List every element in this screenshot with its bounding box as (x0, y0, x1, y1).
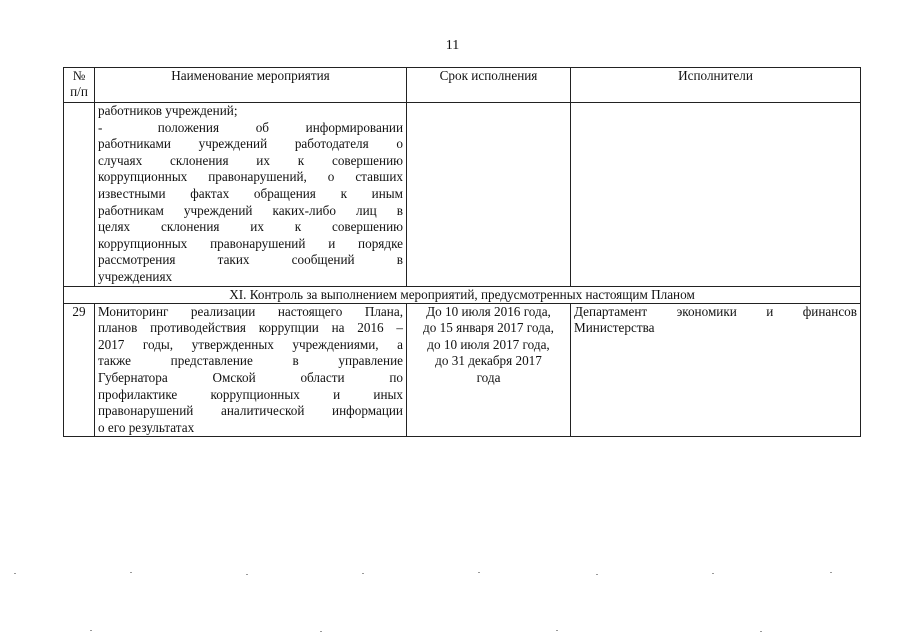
scan-speck (320, 631, 322, 632)
row-29-name-line-1: Мониторинг реализации настоящего Плана, (98, 303, 403, 319)
scan-speck (14, 573, 16, 574)
continued-line-6: известными фактах обращения к иным (98, 185, 403, 201)
section-title: XI. Контроль за выполнением мероприятий, предусмотренных настоящим Планом (64, 286, 861, 303)
header-num: № п/п (64, 68, 95, 103)
continued-name-cell (95, 103, 407, 287)
scan-speck (830, 572, 832, 573)
row-29-name-line-8: о его результатах (98, 419, 195, 435)
continued-line-8: целях склонения их к совершению (98, 219, 403, 235)
page-number: 11 (445, 38, 460, 53)
continued-line-2-text: - положения об информировании (98, 119, 403, 135)
scan-speck (130, 572, 132, 573)
plan-table (63, 67, 861, 437)
scan-speck (712, 573, 714, 574)
row-29-executor-line-1: Департамент экономики и финансов (574, 303, 857, 319)
continued-executors-cell (571, 103, 861, 287)
header-executors: Исполнители (571, 68, 861, 103)
table-row-29 (64, 303, 861, 437)
row-29-name-line-3: 2017 годы, утвержденных учреждениями, а (98, 336, 403, 352)
continued-term-cell (407, 103, 571, 287)
continued-line-11: учреждениях (98, 268, 173, 284)
scan-speck (760, 631, 762, 632)
scan-speck (246, 574, 248, 575)
row-29-name-cell (95, 303, 407, 437)
row-29-term-cell (407, 303, 571, 437)
section-row (64, 286, 861, 303)
continued-line-4: случаях склонения их к совершению (98, 152, 403, 168)
continued-line-5: коррупционных правонарушений, о ставших (98, 169, 403, 185)
scan-speck (596, 574, 598, 575)
header-term: Срок исполнения (407, 68, 571, 103)
row-29-name-line-4: также представление в управление (98, 353, 403, 369)
table-row-continued (64, 103, 861, 287)
row-29-term-line-5: года (476, 369, 501, 385)
continued-line-3: работниками учреждений работодателя о (98, 136, 403, 152)
scan-speck (556, 630, 558, 631)
row-29-executor-line-2: Министерства (574, 320, 655, 336)
row-29-num: 29 (64, 303, 95, 437)
scan-speck (362, 573, 364, 574)
continued-num-cell (64, 103, 95, 287)
row-29-name-line-6: профилактике коррупционных и иных (98, 386, 403, 402)
continued-line-2 (98, 120, 403, 137)
row-29-term-line-1: До 10 июля 2016 года, (426, 303, 551, 319)
row-29-term-line-2: до 15 января 2017 года, (423, 320, 554, 336)
row-29-executors-cell (571, 303, 861, 437)
row-29-term-line-3: до 10 июля 2017 года, (427, 336, 550, 352)
scan-speck (90, 630, 92, 631)
continued-line-1: работников учреждений; (98, 103, 238, 118)
row-29-term-line-4: до 31 декабря 2017 (435, 353, 542, 369)
continued-line-10: рассмотрения таких сообщений в (98, 252, 403, 268)
header-name: Наименование мероприятия (95, 68, 407, 103)
table-header-row (64, 68, 861, 103)
row-29-name-line-7: правонарушений аналитической информации (98, 403, 403, 419)
scan-speck (478, 572, 480, 573)
continued-line-9: коррупционных правонарушений и порядке (98, 235, 403, 251)
continued-line-7: работникам учреждений каких-либо лиц в (98, 202, 403, 218)
row-29-name-line-5: Губернатора Омской области по (98, 369, 403, 385)
row-29-name-line-2: планов противодействия коррупции на 2016 – (98, 320, 403, 336)
